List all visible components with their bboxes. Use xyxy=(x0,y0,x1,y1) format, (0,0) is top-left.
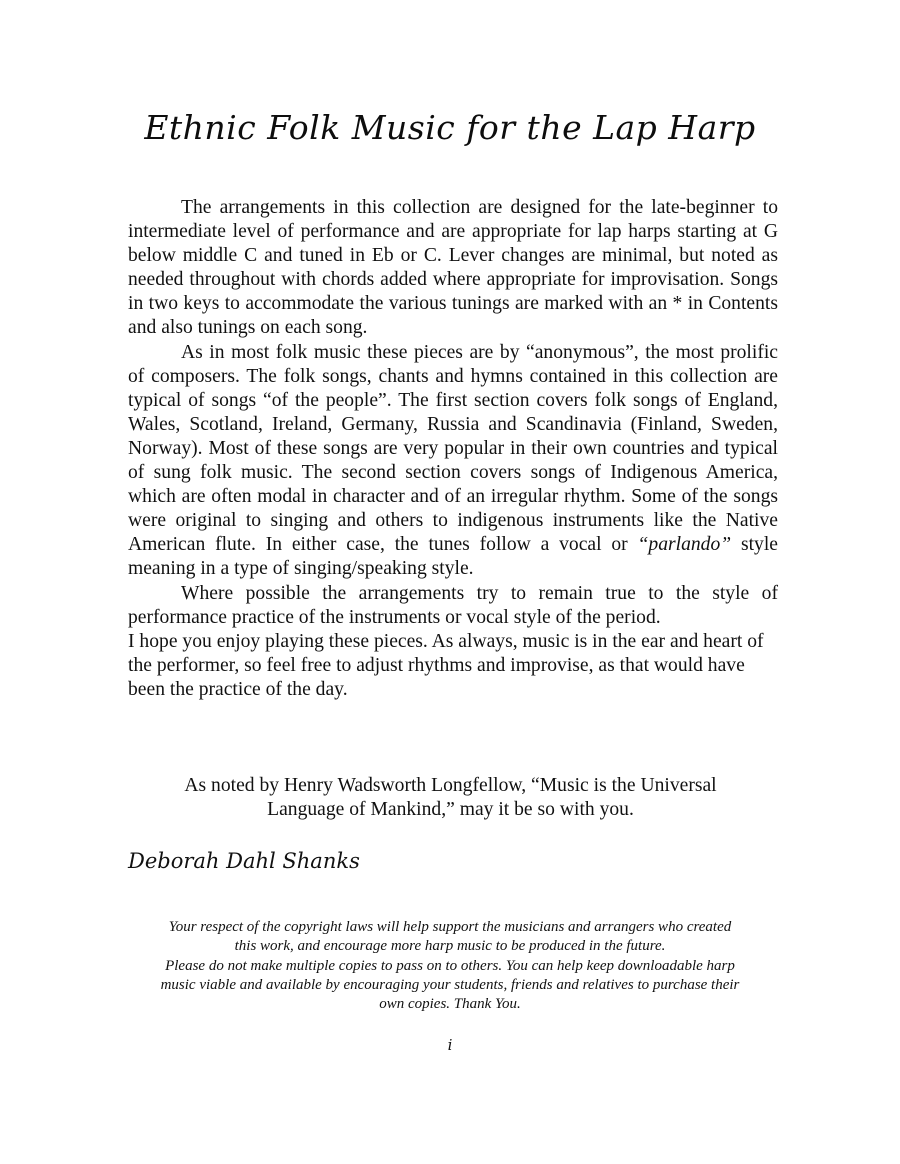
intro-paragraph-2-ending: style meaning in a type of singing/speaking style. xyxy=(128,534,778,580)
intro-paragraph-2-text: As in most folk music these pieces are by “anonymous”, the most prolific of composers. The folk songs, chants and hymns contained in this collection are typical of songs “of the people”. The first section covers folk songs of England, Wales, Scotland, Ireland, Germany, Russia and Scandinavia (Finland, Sweden, Norway). Most of these songs are very popular in their own countries and typical of sung folk music. The second section covers songs of Indigenous America, which are often modal in character and of an irregular rhythm. Some of the songs were original to singing and others to indigenous instruments like the Native American flute. In either case, the tunes follow a vocal or xyxy=(128,341,778,556)
introduction-body xyxy=(128,196,778,702)
page-title: Ethnic Folk Music for the Lap Harp xyxy=(144,108,756,147)
intro-paragraph-3: Where possible the arrangements try to remain true to the style of performance practice of the instruments or vocal style of the period. xyxy=(128,582,778,628)
quote-line-1: As noted by Henry Wadsworth Longfellow, “Music is the Universal xyxy=(184,775,717,796)
notice-line-1: Your respect of the copyright laws will help support the musicians and arrangers who created xyxy=(168,919,732,935)
longfellow-quote xyxy=(128,774,773,822)
parlando-term: “parlando” xyxy=(637,534,732,556)
notice-line-4: music viable and available by encouraging your students, friends and relatives to purchase their xyxy=(160,976,740,993)
page-number: i xyxy=(447,1036,453,1054)
notice-line-5: own copies. Thank You. xyxy=(379,996,521,1013)
intro-paragraph-4: I hope you enjoy playing these pieces. As always, music is in the ear and heart of the performer, so feel free to adjust rhythms and improvise, as that would have been the practice of the day. xyxy=(128,630,764,700)
notice-line-3: Please do not make multiple copies to pass on to others. You can help keep downloadable harp xyxy=(165,957,735,974)
author-signature: Deborah Dahl Shanks xyxy=(128,849,360,873)
intro-paragraph-1: The arrangements in this collection are designed for the late-beginner to intermediate level of performance and are appropriate for lap harps starting at G below middle C and tuned in Eb or C. Lever changes are minimal, but noted as needed throughout with chords added where appropriate for improvisation. Songs in two keys to accommodate the various tunings are marked with an * in Contents and also tunings on each song. xyxy=(128,197,778,339)
copyright-notice xyxy=(120,918,780,1014)
quote-line-2: Language of Mankind,” may it be so with you. xyxy=(267,799,634,821)
notice-line-2: this work, and encourage more harp music to be produced in the future. xyxy=(234,938,666,955)
intro-paragraph-2 xyxy=(128,341,778,582)
